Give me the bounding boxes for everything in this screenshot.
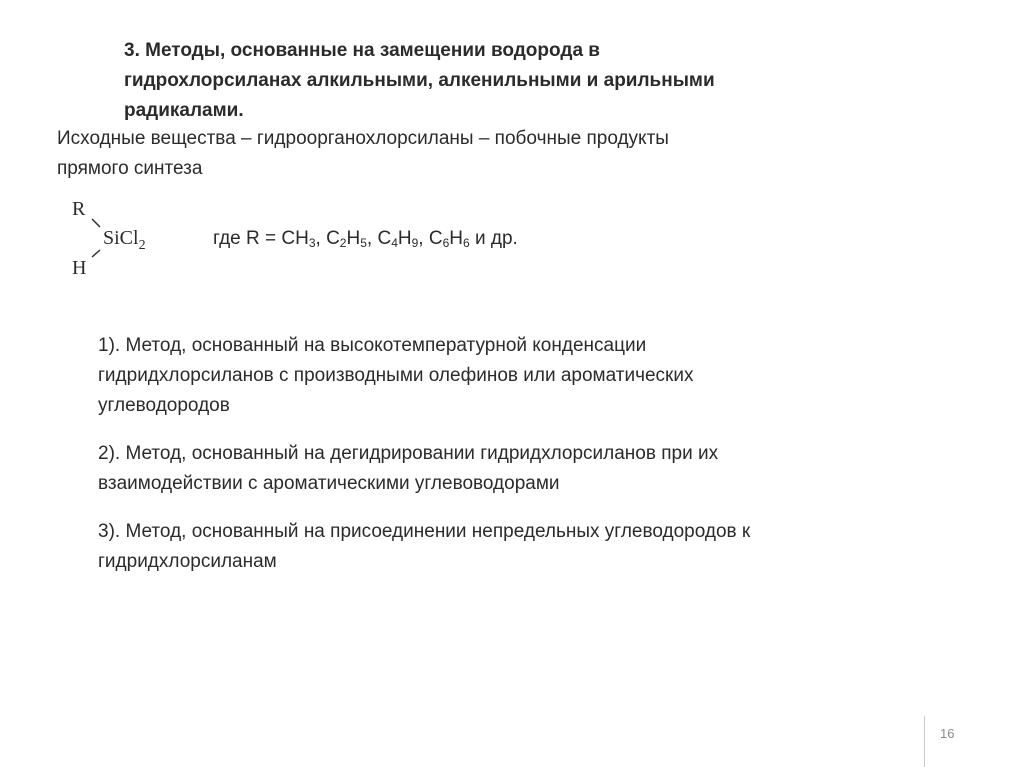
- formula-bottom-atom: H: [72, 257, 87, 279]
- method-line: взаимодействии с ароматическими углевоводорами: [98, 473, 560, 494]
- heading-line: радикалами.: [124, 100, 244, 121]
- method-line: гидридхлорсиланов с производными олефинов или ароматических: [98, 365, 694, 386]
- method-line: 2). Метод, основанный на дегидрировании гидридхлорсиланов при их: [98, 443, 719, 464]
- method-line: 1). Метод, основанный на высокотемпературной конденсации: [98, 335, 647, 356]
- intro-line: прямого синтеза: [57, 158, 203, 179]
- intro-line: Исходные вещества – гидроорганохлорсиланы – побочные продукты: [57, 128, 669, 149]
- formula-bond-bottom: [92, 250, 100, 257]
- method-item-3: [98, 517, 938, 577]
- page-number: 16: [940, 726, 955, 741]
- structural-formula: [62, 194, 182, 282]
- heading-line: гидрохлорсиланах алкильными, алкенильными и арильными: [124, 70, 715, 91]
- method-line: углеводородов: [98, 395, 230, 416]
- substituent-definition: где $R = CH_3$, $C_2H_5$, $C_4H_9$, $C_6H_6$ и др.: [213, 228, 518, 250]
- slide-heading: [124, 36, 824, 126]
- divider: [924, 716, 925, 767]
- intro-text: [57, 124, 857, 184]
- method-item-2: [98, 439, 938, 499]
- heading-line: 3. Методы, основанные на замещении водорода в: [124, 40, 600, 61]
- method-line: 3). Метод, основанный на присоединении непредельных углеводородов к: [98, 521, 751, 542]
- formula-center-text: SiCl: [103, 227, 139, 249]
- formula-bond-top: [92, 219, 100, 227]
- formula-center: [103, 227, 146, 253]
- formula-center-sub: 2: [138, 238, 146, 253]
- method-item-1: [98, 331, 938, 421]
- method-line: гидридхлорсиланам: [98, 551, 277, 572]
- formula-top-atom: R: [72, 198, 86, 220]
